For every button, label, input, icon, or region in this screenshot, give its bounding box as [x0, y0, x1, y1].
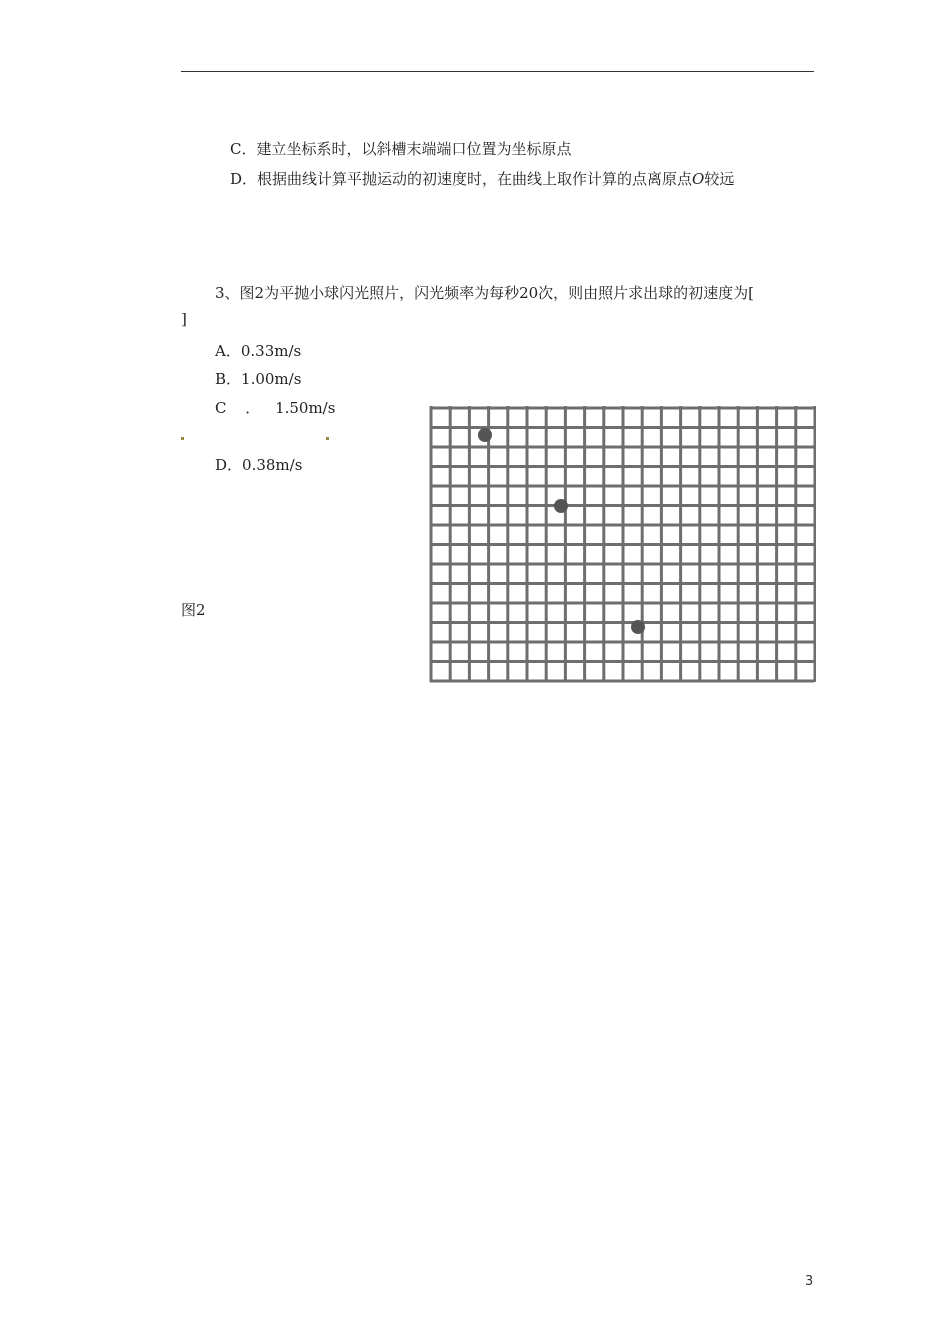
option-c-value: 1.50m/s	[275, 399, 336, 417]
flash-photo-grid	[428, 404, 816, 684]
page-number: 3	[805, 1274, 814, 1289]
option-b: B．1.00m/s	[215, 370, 302, 388]
origin-symbol: O	[692, 170, 705, 188]
option-d: D．0.38m/s	[215, 456, 303, 474]
option-d-prev	[230, 168, 734, 189]
figure-label: 图2	[181, 601, 206, 619]
option-a: A．0.33m/s	[215, 342, 302, 360]
header-rule	[181, 71, 814, 72]
question-3-stem: 3、图2为平抛小球闪光照片，闪光频率为每秒20次，则由照片求出球的初速度为[	[215, 284, 755, 302]
ball-position-3	[631, 620, 645, 634]
question-3-stem-cont: ]	[181, 310, 187, 328]
option-c-letter: C	[215, 399, 227, 417]
ball-position-2	[554, 499, 568, 513]
mark-dot	[181, 437, 184, 440]
option-d-prev-tail: 较远	[704, 170, 735, 188]
ball-position-1	[478, 428, 492, 442]
option-c-prev: C．建立坐标系时，以斜槽末端端口位置为坐标原点	[230, 140, 572, 158]
option-d-prev-text: D．根据曲线计算平抛运动的初速度时，在曲线上取作计算的点离原点	[230, 170, 693, 188]
option-c	[215, 397, 335, 418]
mark-dot	[326, 437, 329, 440]
option-c-dot: ．	[245, 399, 261, 417]
